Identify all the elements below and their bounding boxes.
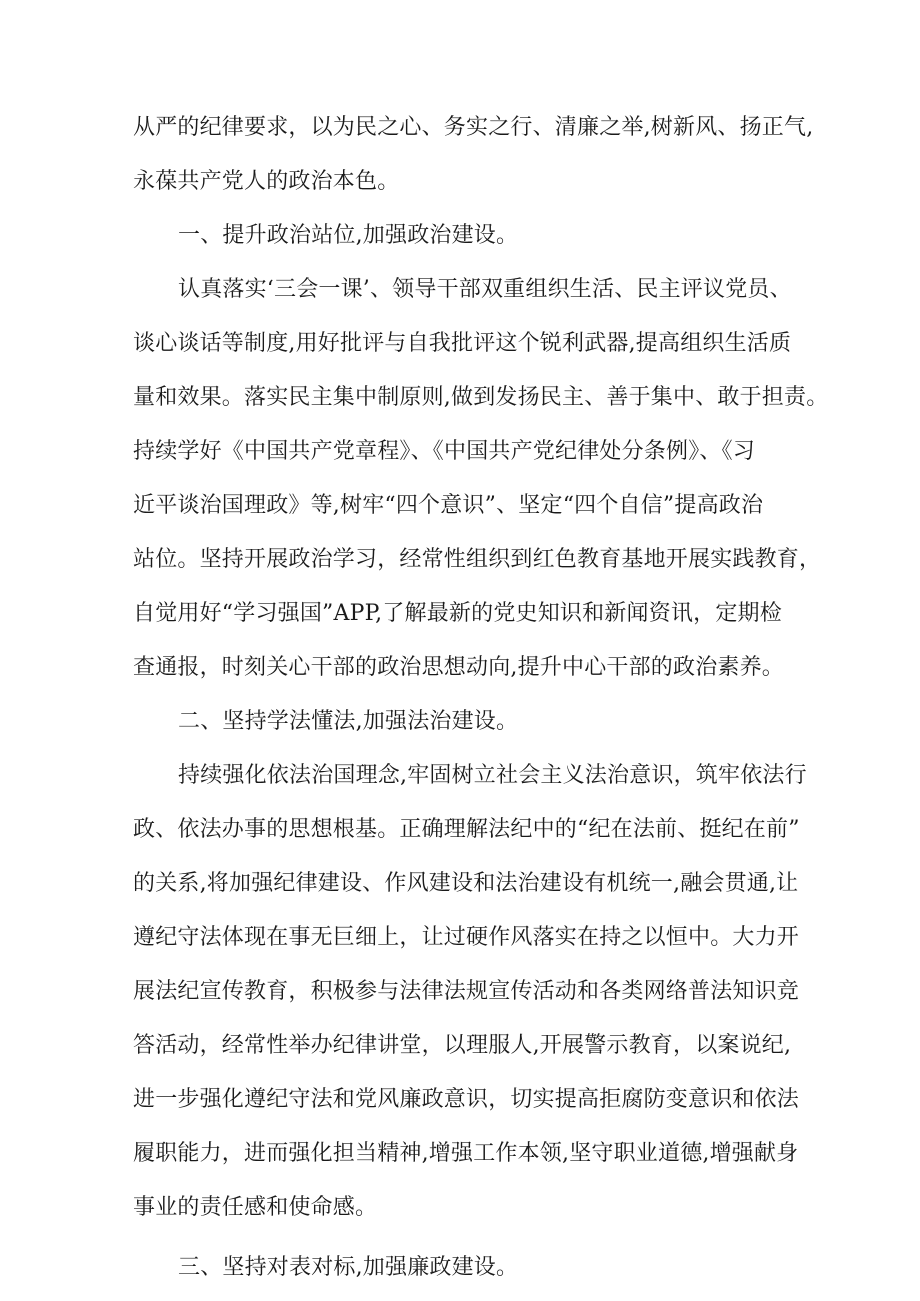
- paragraph-line: 的关系,将加强纪律建设、作风建设和法治建设有机统一,融会贯通,让: [133, 871, 799, 896]
- paragraph-line: 从严的纪律要求，以为民之心、务实之行、清廉之举,树新风、扬正气,: [133, 115, 814, 140]
- paragraph-line: 持续强化依法治国理念,牢固树立社会主义法治意识，筑牢依法行: [178, 763, 807, 788]
- paragraph-line: 履职能力，进而强化担当精神,增强工作本领,坚守职业道德,增强献身: [133, 1141, 799, 1166]
- paragraph-line: 展法纪宣传教育，积极参与法律法规宣传活动和各类网络普法知识竞: [133, 979, 800, 1004]
- section-heading: 三、坚持对表对标,加强廉政建设。: [178, 1255, 519, 1280]
- paragraph-line: 事业的责任感和使命感。: [133, 1195, 378, 1220]
- paragraph-line: 查通报，时刻关心干部的政治思想动向,提升中心干部的政治素养。: [133, 655, 784, 680]
- paragraph-line: 谈心谈话等制度,用好批评与自我批评这个锐利武器,提高组织生活质: [133, 331, 792, 356]
- paragraph-line: 进一步强化遵纪守法和党风廉政意识，切实提高拒腐防变意识和依法: [133, 1087, 800, 1112]
- section-heading: 二、坚持学法懂法,加强法治建设。: [178, 709, 519, 734]
- paragraph-line: 遵纪守法体现在事无巨细上，让过硬作风落实在持之以恒中。大力开: [133, 925, 800, 950]
- paragraph-line: 认真落实‘三会一课’、领导干部双重组织生活、民主评议党员、: [178, 277, 792, 302]
- paragraph-line: 持续学好《中国共产党章程》、《中国共产党纪律处分条例》、《习: [133, 439, 756, 464]
- paragraph-line: 政、依法办事的思想根基。正确理解法纪中的“纪在法前、挺纪在前”: [133, 817, 800, 842]
- paragraph-line: 近平谈治国理政》等,树牢“四个意识”、坚定“四个自信”提高政治: [133, 493, 764, 518]
- paragraph-line: 量和效果。落实民主集中制原则,做到发扬民主、善于集中、敢于担责。: [133, 385, 829, 410]
- paragraph-line: 答活动，经常性举办纪律讲堂，以理服人,开展警示教育，以案说纪,: [133, 1033, 792, 1058]
- paragraph-line: 永葆共产党人的政治本色。: [133, 169, 400, 194]
- paragraph-line: 站位。坚持开展政治学习，经常性组织到红色教育基地开展实践教育，: [133, 547, 822, 572]
- section-heading: 一、提升政治站位,加强政治建设。: [178, 223, 519, 248]
- paragraph-line: 自觉用好“学习强国”APP,了解最新的党史知识和新闻资讯，定期检: [133, 601, 782, 626]
